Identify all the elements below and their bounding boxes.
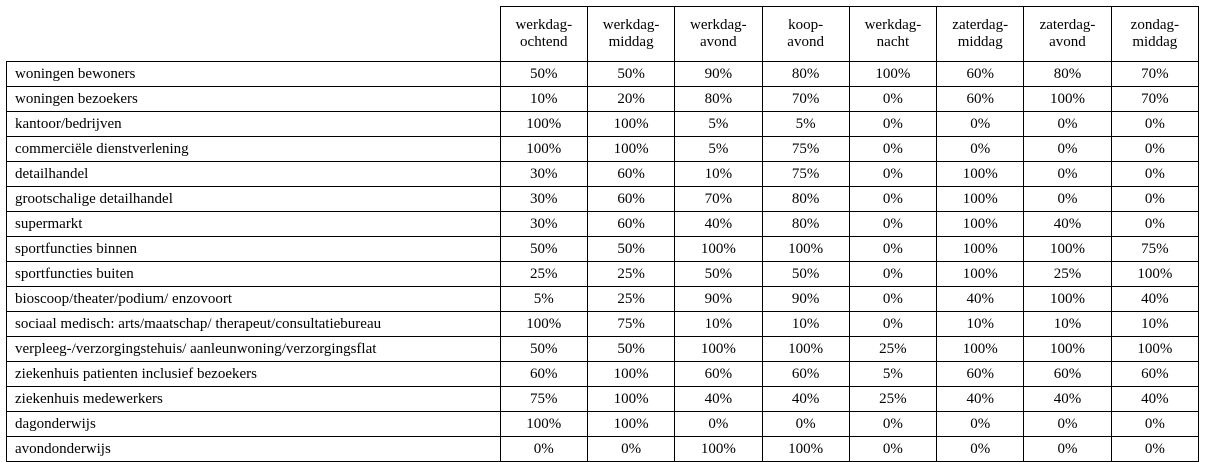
row-label: bioscoop/theater/podium/ enzovoort (7, 287, 501, 312)
cell-value: 0% (1024, 437, 1111, 462)
cell-value: 60% (937, 362, 1024, 387)
cell-value: 0% (762, 412, 849, 437)
cell-value: 100% (1111, 262, 1198, 287)
cell-value: 0% (1111, 187, 1198, 212)
cell-value: 30% (500, 187, 587, 212)
cell-value: 30% (500, 212, 587, 237)
cell-value: 0% (849, 137, 936, 162)
cell-value: 60% (587, 212, 674, 237)
cell-value: 0% (1111, 212, 1198, 237)
row-label: sociaal medisch: arts/maatschap/ therapeut/consultatiebureau (7, 312, 501, 337)
cell-value: 80% (762, 212, 849, 237)
cell-value: 0% (1111, 162, 1198, 187)
cell-value: 100% (1111, 337, 1198, 362)
cell-value: 0% (1111, 112, 1198, 137)
table-row (7, 87, 1199, 112)
cell-value: 75% (762, 162, 849, 187)
cell-value: 5% (849, 362, 936, 387)
table-body (7, 62, 1199, 462)
cell-value: 100% (762, 337, 849, 362)
cell-value: 50% (500, 337, 587, 362)
cell-value: 50% (500, 237, 587, 262)
cell-value: 0% (1024, 137, 1111, 162)
cell-value: 50% (587, 337, 674, 362)
cell-value: 5% (762, 112, 849, 137)
cell-value: 10% (762, 312, 849, 337)
row-label: supermarkt (7, 212, 501, 237)
cell-value: 100% (500, 312, 587, 337)
cell-value: 40% (762, 387, 849, 412)
row-label: sportfuncties buiten (7, 262, 501, 287)
table-row (7, 387, 1199, 412)
table-row (7, 437, 1199, 462)
cell-value: 0% (937, 137, 1024, 162)
column-header-werkdag-nacht (849, 7, 936, 62)
column-header-line1: werkdag- (690, 17, 747, 34)
cell-value: 25% (849, 387, 936, 412)
table-row (7, 212, 1199, 237)
row-label: avondonderwijs (7, 437, 501, 462)
cell-value: 100% (1024, 287, 1111, 312)
column-header-line2: avond (787, 34, 824, 50)
row-label: detailhandel (7, 162, 501, 187)
column-header-line2: middag (608, 34, 654, 50)
cell-value: 0% (500, 437, 587, 462)
cell-value: 75% (762, 137, 849, 162)
cell-value: 0% (1111, 437, 1198, 462)
column-header-zaterdag-middag (937, 7, 1024, 62)
row-label: verpleeg-/verzorgingstehuis/ aanleunwoning/verzorgingsflat (7, 337, 501, 362)
cell-value: 70% (762, 87, 849, 112)
header-row (7, 7, 1199, 62)
cell-value: 100% (762, 237, 849, 262)
cell-value: 80% (762, 62, 849, 87)
cell-value: 80% (1024, 62, 1111, 87)
cell-value: 40% (937, 387, 1024, 412)
table-row (7, 187, 1199, 212)
cell-value: 100% (587, 137, 674, 162)
cell-value: 100% (675, 437, 762, 462)
cell-value: 60% (762, 362, 849, 387)
column-header-line1: zondag- (1130, 17, 1179, 34)
table-row (7, 337, 1199, 362)
column-header-line2: nacht (876, 34, 910, 50)
column-header-line2: avond (700, 34, 737, 50)
cell-value: 40% (1024, 387, 1111, 412)
row-label: sportfuncties binnen (7, 237, 501, 262)
column-header-line1: werkdag- (515, 17, 573, 34)
row-label: kantoor/bedrijven (7, 112, 501, 137)
cell-value: 0% (849, 187, 936, 212)
table-row (7, 412, 1199, 437)
column-header-zaterdag-avond (1024, 7, 1111, 62)
cell-value: 40% (937, 287, 1024, 312)
cell-value: 0% (1024, 412, 1111, 437)
cell-value: 5% (675, 112, 762, 137)
cell-value: 25% (1024, 262, 1111, 287)
cell-value: 100% (937, 262, 1024, 287)
row-label: commerciële dienstverlening (7, 137, 501, 162)
cell-value: 0% (849, 412, 936, 437)
cell-value: 100% (500, 137, 587, 162)
cell-value: 0% (937, 112, 1024, 137)
cell-value: 10% (500, 87, 587, 112)
cell-value: 0% (849, 237, 936, 262)
cell-value: 50% (587, 237, 674, 262)
cell-value: 40% (1024, 212, 1111, 237)
cell-value: 0% (849, 87, 936, 112)
cell-value: 0% (849, 162, 936, 187)
cell-value: 60% (1024, 362, 1111, 387)
cell-value: 0% (1024, 112, 1111, 137)
cell-value: 100% (587, 412, 674, 437)
table-row (7, 262, 1199, 287)
column-header-line1: werkdag- (864, 17, 922, 34)
cell-value: 0% (1111, 137, 1198, 162)
cell-value: 90% (675, 287, 762, 312)
cell-value: 0% (587, 437, 674, 462)
cell-value: 60% (937, 87, 1024, 112)
column-header-zondag-middag (1111, 7, 1198, 62)
row-label: ziekenhuis medewerkers (7, 387, 501, 412)
table-row (7, 62, 1199, 87)
column-header-koopavond (762, 7, 849, 62)
cell-value: 0% (937, 437, 1024, 462)
cell-value: 0% (849, 287, 936, 312)
cell-value: 70% (675, 187, 762, 212)
cell-value: 0% (1024, 187, 1111, 212)
cell-value: 90% (675, 62, 762, 87)
row-label: woningen bewoners (7, 62, 501, 87)
cell-value: 5% (675, 137, 762, 162)
cell-value: 0% (1111, 412, 1198, 437)
cell-value: 100% (675, 237, 762, 262)
cell-value: 50% (587, 62, 674, 87)
cell-value: 60% (937, 62, 1024, 87)
cell-value: 100% (1024, 87, 1111, 112)
cell-value: 100% (500, 112, 587, 137)
aanwezigheidspercentages-table (6, 6, 1199, 462)
column-header-line2: middag (957, 34, 1003, 50)
cell-value: 50% (675, 262, 762, 287)
cell-value: 100% (587, 387, 674, 412)
row-label: grootschalige detailhandel (7, 187, 501, 212)
column-header-line1: werkdag- (602, 17, 660, 34)
cell-value: 40% (1111, 287, 1198, 312)
cell-value: 10% (675, 312, 762, 337)
row-label: ziekenhuis patienten inclusief bezoekers (7, 362, 501, 387)
cell-value: 0% (849, 212, 936, 237)
cell-value: 75% (587, 312, 674, 337)
column-header-werkdag-avond (675, 7, 762, 62)
cell-value: 75% (500, 387, 587, 412)
table-row (7, 287, 1199, 312)
cell-value: 50% (500, 62, 587, 87)
column-header-line1: zaterdag- (952, 17, 1009, 34)
cell-value: 10% (675, 162, 762, 187)
cell-value: 60% (1111, 362, 1198, 387)
cell-value: 25% (500, 262, 587, 287)
column-header-line2: ochtend (520, 34, 568, 50)
column-header-line1: zaterdag- (1039, 17, 1096, 34)
column-header-line2: avond (1049, 34, 1086, 50)
column-header-line1: koop- (788, 17, 824, 34)
cell-value: 100% (937, 162, 1024, 187)
cell-value: 0% (937, 412, 1024, 437)
cell-value: 100% (849, 62, 936, 87)
cell-value: 90% (762, 287, 849, 312)
cell-value: 100% (937, 187, 1024, 212)
cell-value: 100% (1024, 237, 1111, 262)
cell-value: 60% (587, 187, 674, 212)
cell-value: 0% (849, 437, 936, 462)
column-header-werkdag-middag (587, 7, 674, 62)
cell-value: 20% (587, 87, 674, 112)
cell-value: 100% (937, 237, 1024, 262)
cell-value: 10% (937, 312, 1024, 337)
cell-value: 0% (849, 262, 936, 287)
cell-value: 10% (1111, 312, 1198, 337)
table-row (7, 312, 1199, 337)
cell-value: 0% (675, 412, 762, 437)
table-row (7, 362, 1199, 387)
column-header-werkdag-ochtend (500, 7, 587, 62)
cell-value: 80% (675, 87, 762, 112)
cell-value: 25% (587, 287, 674, 312)
cell-value: 100% (587, 112, 674, 137)
cell-value: 70% (1111, 87, 1198, 112)
cell-value: 80% (762, 187, 849, 212)
cell-value: 0% (849, 112, 936, 137)
table-row (7, 237, 1199, 262)
cell-value: 100% (937, 212, 1024, 237)
cell-value: 40% (675, 387, 762, 412)
table-row (7, 112, 1199, 137)
cell-value: 100% (587, 362, 674, 387)
cell-value: 40% (675, 212, 762, 237)
table-row (7, 137, 1199, 162)
cell-value: 75% (1111, 237, 1198, 262)
cell-value: 100% (762, 437, 849, 462)
table-corner-cell (7, 7, 501, 62)
cell-value: 25% (587, 262, 674, 287)
cell-value: 70% (1111, 62, 1198, 87)
row-label: woningen bezoekers (7, 87, 501, 112)
cell-value: 10% (1024, 312, 1111, 337)
cell-value: 60% (587, 162, 674, 187)
cell-value: 60% (675, 362, 762, 387)
cell-value: 40% (1111, 387, 1198, 412)
cell-value: 100% (937, 337, 1024, 362)
cell-value: 100% (675, 337, 762, 362)
column-header-line2: middag (1132, 34, 1178, 50)
cell-value: 0% (849, 312, 936, 337)
table-header (7, 7, 1199, 62)
cell-value: 100% (1024, 337, 1111, 362)
cell-value: 5% (500, 287, 587, 312)
cell-value: 100% (500, 412, 587, 437)
row-label: dagonderwijs (7, 412, 501, 437)
cell-value: 0% (1024, 162, 1111, 187)
cell-value: 30% (500, 162, 587, 187)
cell-value: 60% (500, 362, 587, 387)
cell-value: 50% (762, 262, 849, 287)
table-row (7, 162, 1199, 187)
cell-value: 25% (849, 337, 936, 362)
